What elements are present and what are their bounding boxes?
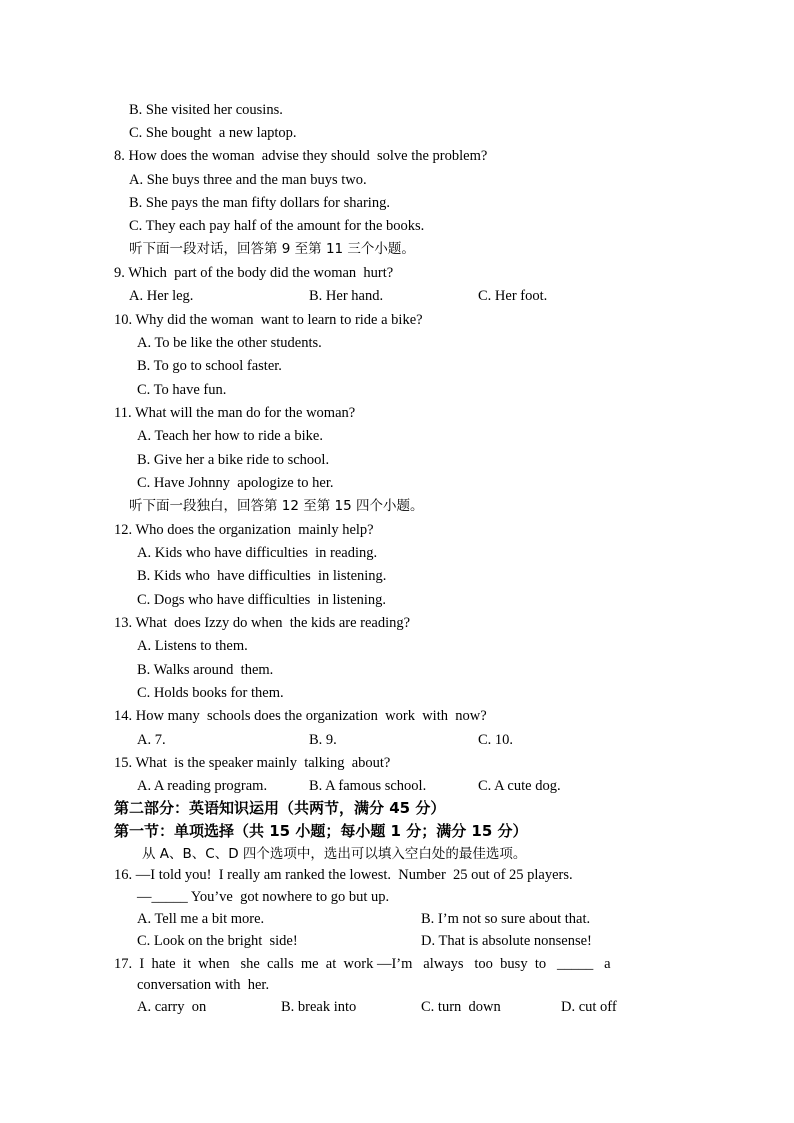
question-17: 17. I hate it when she calls me at work —I’m always too busy to _____ a	[114, 956, 611, 972]
q8-option-a: A. She buys three and the man buys two.	[129, 172, 367, 188]
q11-option-a: A. Teach her how to ride a bike.	[137, 428, 323, 444]
q15-option-a: A. A reading program.	[137, 778, 268, 794]
q10-option-c: C. To have fun.	[137, 382, 227, 398]
question-12: 12. Who does the organization mainly help?	[114, 522, 374, 538]
q7-option-b: B. She visited her cousins.	[129, 102, 283, 118]
question-17-continued: conversation with her.	[137, 977, 270, 993]
listening-instruction-9-11: 听下面一段对话，回答第 9 至第 11 三个小题。	[129, 241, 415, 257]
q12-option-c: C. Dogs who have difficulties in listening.	[137, 592, 387, 608]
question-13: 13. What does Izzy do when the kids are reading?	[114, 615, 411, 631]
part-two-heading: 第二部分：英语知识运用（共两节，满分 45 分）	[114, 799, 446, 817]
q16-option-b: B. I’m not so sure about that.	[421, 911, 591, 927]
q16-option-c: C. Look on the bright side!	[137, 933, 298, 949]
q10-option-b: B. To go to school faster.	[137, 358, 282, 374]
question-11: 11. What will the man do for the woman?	[114, 405, 356, 421]
question-14: 14. How many schools does the organization work with now?	[114, 708, 487, 724]
q7-option-c: C. She bought a new laptop.	[129, 125, 297, 141]
q16-response: —_____ You’ve got nowhere to go but up.	[137, 889, 390, 905]
question-15: 15. What is the speaker mainly talking about?	[114, 755, 391, 771]
section-one-instruction: 从 A、B、C、D 四个选项中，选出可以填入空白处的最佳选项。	[142, 846, 527, 862]
q17-option-c: C. turn down	[421, 999, 501, 1015]
q14-option-b: B. 9.	[309, 732, 337, 748]
question-9: 9. Which part of the body did the woman hurt?	[114, 265, 394, 281]
q12-option-b: B. Kids who have difficulties in listening.	[137, 568, 387, 584]
q13-option-b: B. Walks around them.	[137, 662, 274, 678]
q12-option-a: A. Kids who have difficulties in reading.	[137, 545, 378, 561]
q15-option-c: C. A cute dog.	[478, 778, 561, 794]
q17-option-b: B. break into	[281, 999, 357, 1015]
q13-option-a: A. Listens to them.	[137, 638, 248, 654]
q11-option-c: C. Have Johnny apologize to her.	[137, 475, 334, 491]
q14-option-a: A. 7.	[137, 732, 166, 748]
q8-option-c: C. They each pay half of the amount for the books.	[129, 218, 425, 234]
q14-option-c: C. 10.	[478, 732, 514, 748]
q9-option-b: B. Her hand.	[309, 288, 384, 304]
q10-option-a: A. To be like the other students.	[137, 335, 322, 351]
question-10: 10. Why did the woman want to learn to ride a bike?	[114, 312, 423, 328]
q15-option-b: B. A famous school.	[309, 778, 427, 794]
section-one-heading: 第一节：单项选择（共 15 小题；每小题 1 分；满分 15 分）	[114, 822, 528, 840]
q17-option-a: A. carry on	[137, 999, 207, 1015]
q8-option-b: B. She pays the man fifty dollars for sharing.	[129, 195, 390, 211]
q13-option-c: C. Holds books for them.	[137, 685, 284, 701]
q17-option-d: D. cut off	[561, 999, 617, 1015]
q11-option-b: B. Give her a bike ride to school.	[137, 452, 330, 468]
q16-option-d: D. That is absolute nonsense!	[421, 933, 592, 949]
question-16: 16. —I told you! I really am ranked the lowest. Number 25 out of 25 players.	[114, 867, 573, 883]
q16-option-a: A. Tell me a bit more.	[137, 911, 265, 927]
q9-option-c: C. Her foot.	[478, 288, 548, 304]
q9-option-a: A. Her leg.	[129, 288, 194, 304]
question-8: 8. How does the woman advise they should solve the problem?	[114, 148, 488, 164]
listening-instruction-12-15: 听下面一段独白，回答第 12 至第 15 四个小题。	[129, 498, 424, 514]
